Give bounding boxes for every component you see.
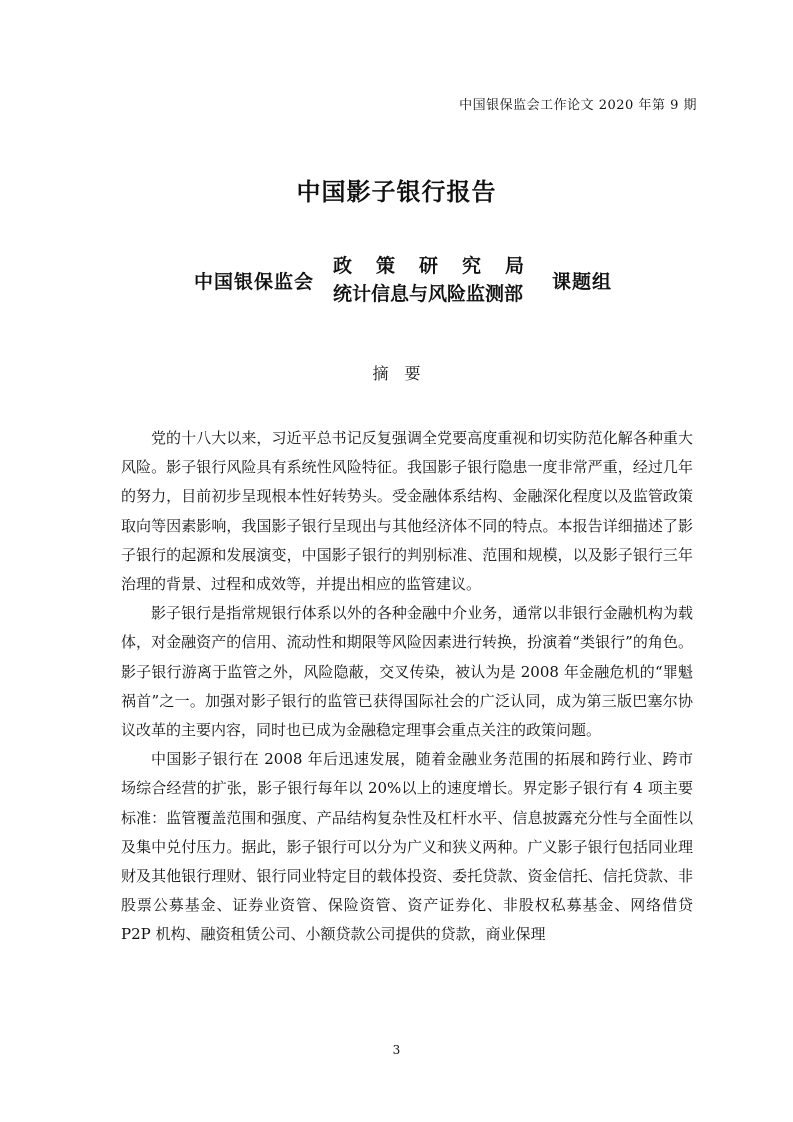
author-departments (333, 252, 549, 308)
author-block (194, 252, 624, 308)
abstract-body (121, 424, 693, 950)
author-organization: 中国银保监会 (194, 271, 315, 293)
abstract-paragraph: 影子银行是指常规银行体系以外的各种金融中介业务，通常以非银行金融机构为载体，对金融资产的信用、流动性和期限等风险因素进行转换，扮演着“类银行”的角色。影子银行游离于监管之外，风险隐蔽，交叉传染，被认为是 2008 年金融危机的“罪魁祸首”之一。加强对影子银行的监管已获得国际社会的广泛认同，成为第三版巴塞尔协议改革的主要内容，同时也已成为金融稳定理事会重点关注的政策问题。 (121, 604, 693, 740)
author-group: 课题组 (552, 271, 613, 293)
abstract-heading: 摘要 (372, 364, 437, 383)
page-number: 3 (392, 1043, 401, 1057)
page-title: 中国影子银行报告 (296, 178, 497, 206)
abstract-paragraph: 党的十八大以来，习近平总书记反复强调全党要高度重视和切实防范化解各种重大风险。影子银行风险具有系统性风险特征。我国影子银行隐患一度非常严重，经过几年的努力，目前初步呈现根本性好转势头。受金融体系结构、金融深化程度以及监管政策取向等因素影响，我国影子银行呈现出与其他经济体不同的特点。本报告详细描述了影子银行的起源和发展演变，中国影子银行的判别标准、范围和规模，以及影子银行三年治理的背景、过程和成效等，并提出相应的监管建议。 (121, 429, 693, 594)
abstract-paragraph: 中国影子银行在 2008 年后迅速发展，随着金融业务范围的拓展和跨行业、跨市场综合经营的扩张，影子银行每年以 20%以上的速度增长。界定影子银行有 4 项主要标准：监管覆盖范围和强度、产品结构复杂性及杠杆水平、信息披露充分性与全面性以及集中兑付压力。据此，影子银行可以分为广义和狭义两种。广义影子银行包括同业理财及其他银行理财、银行同业特定目的载体投资、委托贷款、资金信托、信托贷款、非股票公募基金、证券业资管、保险资管、资产证券化、非股权私募基金、网络借贷 P2P 机构、融资租赁公司、小额贷款公司提供的贷款，商业保理 (121, 750, 693, 944)
department-policy-research: 政策研究局 (333, 255, 549, 277)
department-statistics-risk: 统计信息与风险监测部 (333, 283, 524, 305)
running-head: 中国银保监会工作论文 2020 年第 9 期 (459, 98, 697, 113)
